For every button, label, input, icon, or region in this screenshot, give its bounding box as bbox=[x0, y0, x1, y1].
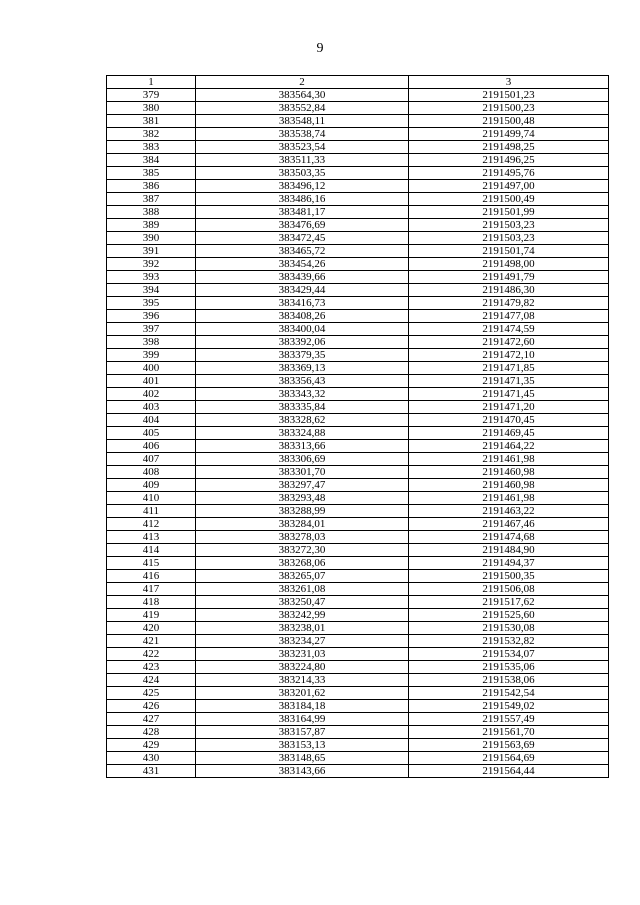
x-coordinate-cell: 383369,13 bbox=[196, 362, 409, 375]
y-coordinate-cell: 2191542,54 bbox=[409, 687, 609, 700]
x-coordinate-cell: 383148,65 bbox=[196, 752, 409, 765]
x-coordinate-cell: 383538,74 bbox=[196, 128, 409, 141]
point-number-cell: 431 bbox=[107, 765, 196, 778]
x-coordinate-cell: 383250,47 bbox=[196, 596, 409, 609]
table-row bbox=[107, 336, 609, 349]
y-coordinate-cell: 2191472,10 bbox=[409, 349, 609, 362]
x-coordinate-cell: 383301,70 bbox=[196, 466, 409, 479]
x-coordinate-cell: 383201,62 bbox=[196, 687, 409, 700]
y-coordinate-cell: 2191538,06 bbox=[409, 674, 609, 687]
x-coordinate-cell: 383164,99 bbox=[196, 713, 409, 726]
x-coordinate-cell: 383238,01 bbox=[196, 622, 409, 635]
x-coordinate-cell: 383328,62 bbox=[196, 414, 409, 427]
y-coordinate-cell: 2191549,02 bbox=[409, 700, 609, 713]
y-coordinate-cell: 2191500,35 bbox=[409, 570, 609, 583]
point-number-cell: 381 bbox=[107, 115, 196, 128]
point-number-cell: 384 bbox=[107, 154, 196, 167]
y-coordinate-cell: 2191501,99 bbox=[409, 206, 609, 219]
point-number-cell: 383 bbox=[107, 141, 196, 154]
table-row bbox=[107, 765, 609, 778]
table-row bbox=[107, 154, 609, 167]
y-coordinate-cell: 2191471,20 bbox=[409, 401, 609, 414]
point-number-cell: 409 bbox=[107, 479, 196, 492]
x-coordinate-cell: 383416,73 bbox=[196, 297, 409, 310]
y-coordinate-cell: 2191461,98 bbox=[409, 492, 609, 505]
table-body bbox=[107, 89, 609, 778]
table-row bbox=[107, 310, 609, 323]
point-number-cell: 387 bbox=[107, 193, 196, 206]
x-coordinate-cell: 383511,33 bbox=[196, 154, 409, 167]
table-row bbox=[107, 401, 609, 414]
table-row bbox=[107, 700, 609, 713]
table-row bbox=[107, 271, 609, 284]
y-coordinate-cell: 2191495,76 bbox=[409, 167, 609, 180]
x-coordinate-cell: 383272,30 bbox=[196, 544, 409, 557]
table-row bbox=[107, 739, 609, 752]
x-coordinate-cell: 383297,47 bbox=[196, 479, 409, 492]
table-row bbox=[107, 687, 609, 700]
x-coordinate-cell: 383552,84 bbox=[196, 102, 409, 115]
x-coordinate-cell: 383288,99 bbox=[196, 505, 409, 518]
point-number-cell: 382 bbox=[107, 128, 196, 141]
point-number-cell: 385 bbox=[107, 167, 196, 180]
y-coordinate-cell: 2191471,85 bbox=[409, 362, 609, 375]
point-number-cell: 398 bbox=[107, 336, 196, 349]
x-coordinate-cell: 383324,88 bbox=[196, 427, 409, 440]
point-number-cell: 420 bbox=[107, 622, 196, 635]
table-row bbox=[107, 492, 609, 505]
x-coordinate-cell: 383439,66 bbox=[196, 271, 409, 284]
point-number-cell: 394 bbox=[107, 284, 196, 297]
y-coordinate-cell: 2191500,23 bbox=[409, 102, 609, 115]
table-row bbox=[107, 713, 609, 726]
table-row bbox=[107, 115, 609, 128]
x-coordinate-cell: 383392,06 bbox=[196, 336, 409, 349]
point-number-cell: 414 bbox=[107, 544, 196, 557]
x-coordinate-cell: 383306,69 bbox=[196, 453, 409, 466]
point-number-cell: 401 bbox=[107, 375, 196, 388]
table-row bbox=[107, 232, 609, 245]
y-coordinate-cell: 2191463,22 bbox=[409, 505, 609, 518]
point-number-cell: 390 bbox=[107, 232, 196, 245]
table-row bbox=[107, 323, 609, 336]
x-coordinate-cell: 383153,13 bbox=[196, 739, 409, 752]
y-coordinate-cell: 2191472,60 bbox=[409, 336, 609, 349]
y-coordinate-cell: 2191517,62 bbox=[409, 596, 609, 609]
y-coordinate-cell: 2191525,60 bbox=[409, 609, 609, 622]
point-number-cell: 416 bbox=[107, 570, 196, 583]
y-coordinate-cell: 2191486,30 bbox=[409, 284, 609, 297]
table-header-row bbox=[107, 76, 609, 89]
x-coordinate-cell: 383214,33 bbox=[196, 674, 409, 687]
table-row bbox=[107, 427, 609, 440]
y-coordinate-cell: 2191503,23 bbox=[409, 219, 609, 232]
point-number-cell: 418 bbox=[107, 596, 196, 609]
table-row bbox=[107, 362, 609, 375]
table-row bbox=[107, 557, 609, 570]
point-number-cell: 399 bbox=[107, 349, 196, 362]
point-number-cell: 415 bbox=[107, 557, 196, 570]
table-row bbox=[107, 479, 609, 492]
table-row bbox=[107, 297, 609, 310]
y-coordinate-cell: 2191497,00 bbox=[409, 180, 609, 193]
y-coordinate-cell: 2191474,59 bbox=[409, 323, 609, 336]
point-number-cell: 386 bbox=[107, 180, 196, 193]
table-row bbox=[107, 726, 609, 739]
y-coordinate-cell: 2191496,25 bbox=[409, 154, 609, 167]
y-coordinate-cell: 2191461,98 bbox=[409, 453, 609, 466]
point-number-cell: 413 bbox=[107, 531, 196, 544]
table-row bbox=[107, 531, 609, 544]
table-row bbox=[107, 388, 609, 401]
x-coordinate-cell: 383242,99 bbox=[196, 609, 409, 622]
table-row bbox=[107, 193, 609, 206]
y-coordinate-cell: 2191470,45 bbox=[409, 414, 609, 427]
point-number-cell: 405 bbox=[107, 427, 196, 440]
table-row bbox=[107, 349, 609, 362]
point-number-cell: 427 bbox=[107, 713, 196, 726]
x-coordinate-cell: 383284,01 bbox=[196, 518, 409, 531]
x-coordinate-cell: 383481,17 bbox=[196, 206, 409, 219]
x-coordinate-cell: 383335,84 bbox=[196, 401, 409, 414]
table-row bbox=[107, 245, 609, 258]
column-header-2: 2 bbox=[196, 76, 409, 89]
x-coordinate-cell: 383486,16 bbox=[196, 193, 409, 206]
table-row bbox=[107, 284, 609, 297]
point-number-cell: 423 bbox=[107, 661, 196, 674]
y-coordinate-cell: 2191464,22 bbox=[409, 440, 609, 453]
point-number-cell: 403 bbox=[107, 401, 196, 414]
point-number-cell: 407 bbox=[107, 453, 196, 466]
coordinates-table bbox=[106, 75, 609, 778]
point-number-cell: 393 bbox=[107, 271, 196, 284]
y-coordinate-cell: 2191532,82 bbox=[409, 635, 609, 648]
table-row bbox=[107, 180, 609, 193]
x-coordinate-cell: 383143,66 bbox=[196, 765, 409, 778]
table-row bbox=[107, 219, 609, 232]
x-coordinate-cell: 383503,35 bbox=[196, 167, 409, 180]
table-row bbox=[107, 141, 609, 154]
y-coordinate-cell: 2191467,46 bbox=[409, 518, 609, 531]
y-coordinate-cell: 2191477,08 bbox=[409, 310, 609, 323]
column-header-1: 1 bbox=[107, 76, 196, 89]
x-coordinate-cell: 383184,18 bbox=[196, 700, 409, 713]
y-coordinate-cell: 2191469,45 bbox=[409, 427, 609, 440]
table-row bbox=[107, 102, 609, 115]
y-coordinate-cell: 2191460,98 bbox=[409, 466, 609, 479]
x-coordinate-cell: 383234,27 bbox=[196, 635, 409, 648]
table-row bbox=[107, 414, 609, 427]
x-coordinate-cell: 383465,72 bbox=[196, 245, 409, 258]
point-number-cell: 421 bbox=[107, 635, 196, 648]
point-number-cell: 392 bbox=[107, 258, 196, 271]
table-row bbox=[107, 544, 609, 557]
y-coordinate-cell: 2191498,00 bbox=[409, 258, 609, 271]
point-number-cell: 410 bbox=[107, 492, 196, 505]
y-coordinate-cell: 2191500,49 bbox=[409, 193, 609, 206]
x-coordinate-cell: 383523,54 bbox=[196, 141, 409, 154]
x-coordinate-cell: 383261,08 bbox=[196, 583, 409, 596]
y-coordinate-cell: 2191500,48 bbox=[409, 115, 609, 128]
point-number-cell: 412 bbox=[107, 518, 196, 531]
x-coordinate-cell: 383476,69 bbox=[196, 219, 409, 232]
table-row bbox=[107, 648, 609, 661]
y-coordinate-cell: 2191499,74 bbox=[409, 128, 609, 141]
x-coordinate-cell: 383343,32 bbox=[196, 388, 409, 401]
y-coordinate-cell: 2191557,49 bbox=[409, 713, 609, 726]
y-coordinate-cell: 2191563,69 bbox=[409, 739, 609, 752]
point-number-cell: 417 bbox=[107, 583, 196, 596]
page-number: 9 bbox=[316, 41, 324, 56]
table-row bbox=[107, 128, 609, 141]
point-number-cell: 391 bbox=[107, 245, 196, 258]
point-number-cell: 408 bbox=[107, 466, 196, 479]
y-coordinate-cell: 2191534,07 bbox=[409, 648, 609, 661]
x-coordinate-cell: 383268,06 bbox=[196, 557, 409, 570]
x-coordinate-cell: 383564,30 bbox=[196, 89, 409, 102]
x-coordinate-cell: 383496,12 bbox=[196, 180, 409, 193]
x-coordinate-cell: 383278,03 bbox=[196, 531, 409, 544]
point-number-cell: 379 bbox=[107, 89, 196, 102]
point-number-cell: 396 bbox=[107, 310, 196, 323]
x-coordinate-cell: 383400,04 bbox=[196, 323, 409, 336]
point-number-cell: 428 bbox=[107, 726, 196, 739]
table-row bbox=[107, 453, 609, 466]
x-coordinate-cell: 383408,26 bbox=[196, 310, 409, 323]
point-number-cell: 419 bbox=[107, 609, 196, 622]
x-coordinate-cell: 383356,43 bbox=[196, 375, 409, 388]
table-row bbox=[107, 466, 609, 479]
x-coordinate-cell: 383265,07 bbox=[196, 570, 409, 583]
x-coordinate-cell: 383224,80 bbox=[196, 661, 409, 674]
point-number-cell: 402 bbox=[107, 388, 196, 401]
x-coordinate-cell: 383472,45 bbox=[196, 232, 409, 245]
x-coordinate-cell: 383313,66 bbox=[196, 440, 409, 453]
y-coordinate-cell: 2191494,37 bbox=[409, 557, 609, 570]
y-coordinate-cell: 2191479,82 bbox=[409, 297, 609, 310]
table-row bbox=[107, 89, 609, 102]
point-number-cell: 411 bbox=[107, 505, 196, 518]
point-number-cell: 389 bbox=[107, 219, 196, 232]
table-row bbox=[107, 674, 609, 687]
x-coordinate-cell: 383379,35 bbox=[196, 349, 409, 362]
point-number-cell: 425 bbox=[107, 687, 196, 700]
y-coordinate-cell: 2191564,69 bbox=[409, 752, 609, 765]
y-coordinate-cell: 2191474,68 bbox=[409, 531, 609, 544]
y-coordinate-cell: 2191491,79 bbox=[409, 271, 609, 284]
table-row bbox=[107, 570, 609, 583]
y-coordinate-cell: 2191506,08 bbox=[409, 583, 609, 596]
table-row bbox=[107, 440, 609, 453]
y-coordinate-cell: 2191530,08 bbox=[409, 622, 609, 635]
table-row bbox=[107, 167, 609, 180]
table-row bbox=[107, 596, 609, 609]
point-number-cell: 388 bbox=[107, 206, 196, 219]
table-row bbox=[107, 583, 609, 596]
table-row bbox=[107, 752, 609, 765]
point-number-cell: 422 bbox=[107, 648, 196, 661]
table-row bbox=[107, 258, 609, 271]
point-number-cell: 395 bbox=[107, 297, 196, 310]
point-number-cell: 430 bbox=[107, 752, 196, 765]
y-coordinate-cell: 2191535,06 bbox=[409, 661, 609, 674]
y-coordinate-cell: 2191564,44 bbox=[409, 765, 609, 778]
x-coordinate-cell: 383157,87 bbox=[196, 726, 409, 739]
point-number-cell: 380 bbox=[107, 102, 196, 115]
table-row bbox=[107, 518, 609, 531]
table-row bbox=[107, 609, 609, 622]
y-coordinate-cell: 2191501,74 bbox=[409, 245, 609, 258]
point-number-cell: 404 bbox=[107, 414, 196, 427]
table-row bbox=[107, 635, 609, 648]
x-coordinate-cell: 383429,44 bbox=[196, 284, 409, 297]
x-coordinate-cell: 383231,03 bbox=[196, 648, 409, 661]
y-coordinate-cell: 2191471,35 bbox=[409, 375, 609, 388]
x-coordinate-cell: 383293,48 bbox=[196, 492, 409, 505]
point-number-cell: 397 bbox=[107, 323, 196, 336]
x-coordinate-cell: 383548,11 bbox=[196, 115, 409, 128]
y-coordinate-cell: 2191484,90 bbox=[409, 544, 609, 557]
table-row bbox=[107, 661, 609, 674]
table-row bbox=[107, 622, 609, 635]
point-number-cell: 424 bbox=[107, 674, 196, 687]
table-row bbox=[107, 206, 609, 219]
point-number-cell: 426 bbox=[107, 700, 196, 713]
x-coordinate-cell: 383454,26 bbox=[196, 258, 409, 271]
y-coordinate-cell: 2191471,45 bbox=[409, 388, 609, 401]
y-coordinate-cell: 2191460,98 bbox=[409, 479, 609, 492]
table-row bbox=[107, 505, 609, 518]
y-coordinate-cell: 2191503,23 bbox=[409, 232, 609, 245]
y-coordinate-cell: 2191498,25 bbox=[409, 141, 609, 154]
table-row bbox=[107, 375, 609, 388]
point-number-cell: 406 bbox=[107, 440, 196, 453]
column-header-3: 3 bbox=[409, 76, 609, 89]
y-coordinate-cell: 2191561,70 bbox=[409, 726, 609, 739]
y-coordinate-cell: 2191501,23 bbox=[409, 89, 609, 102]
point-number-cell: 400 bbox=[107, 362, 196, 375]
point-number-cell: 429 bbox=[107, 739, 196, 752]
